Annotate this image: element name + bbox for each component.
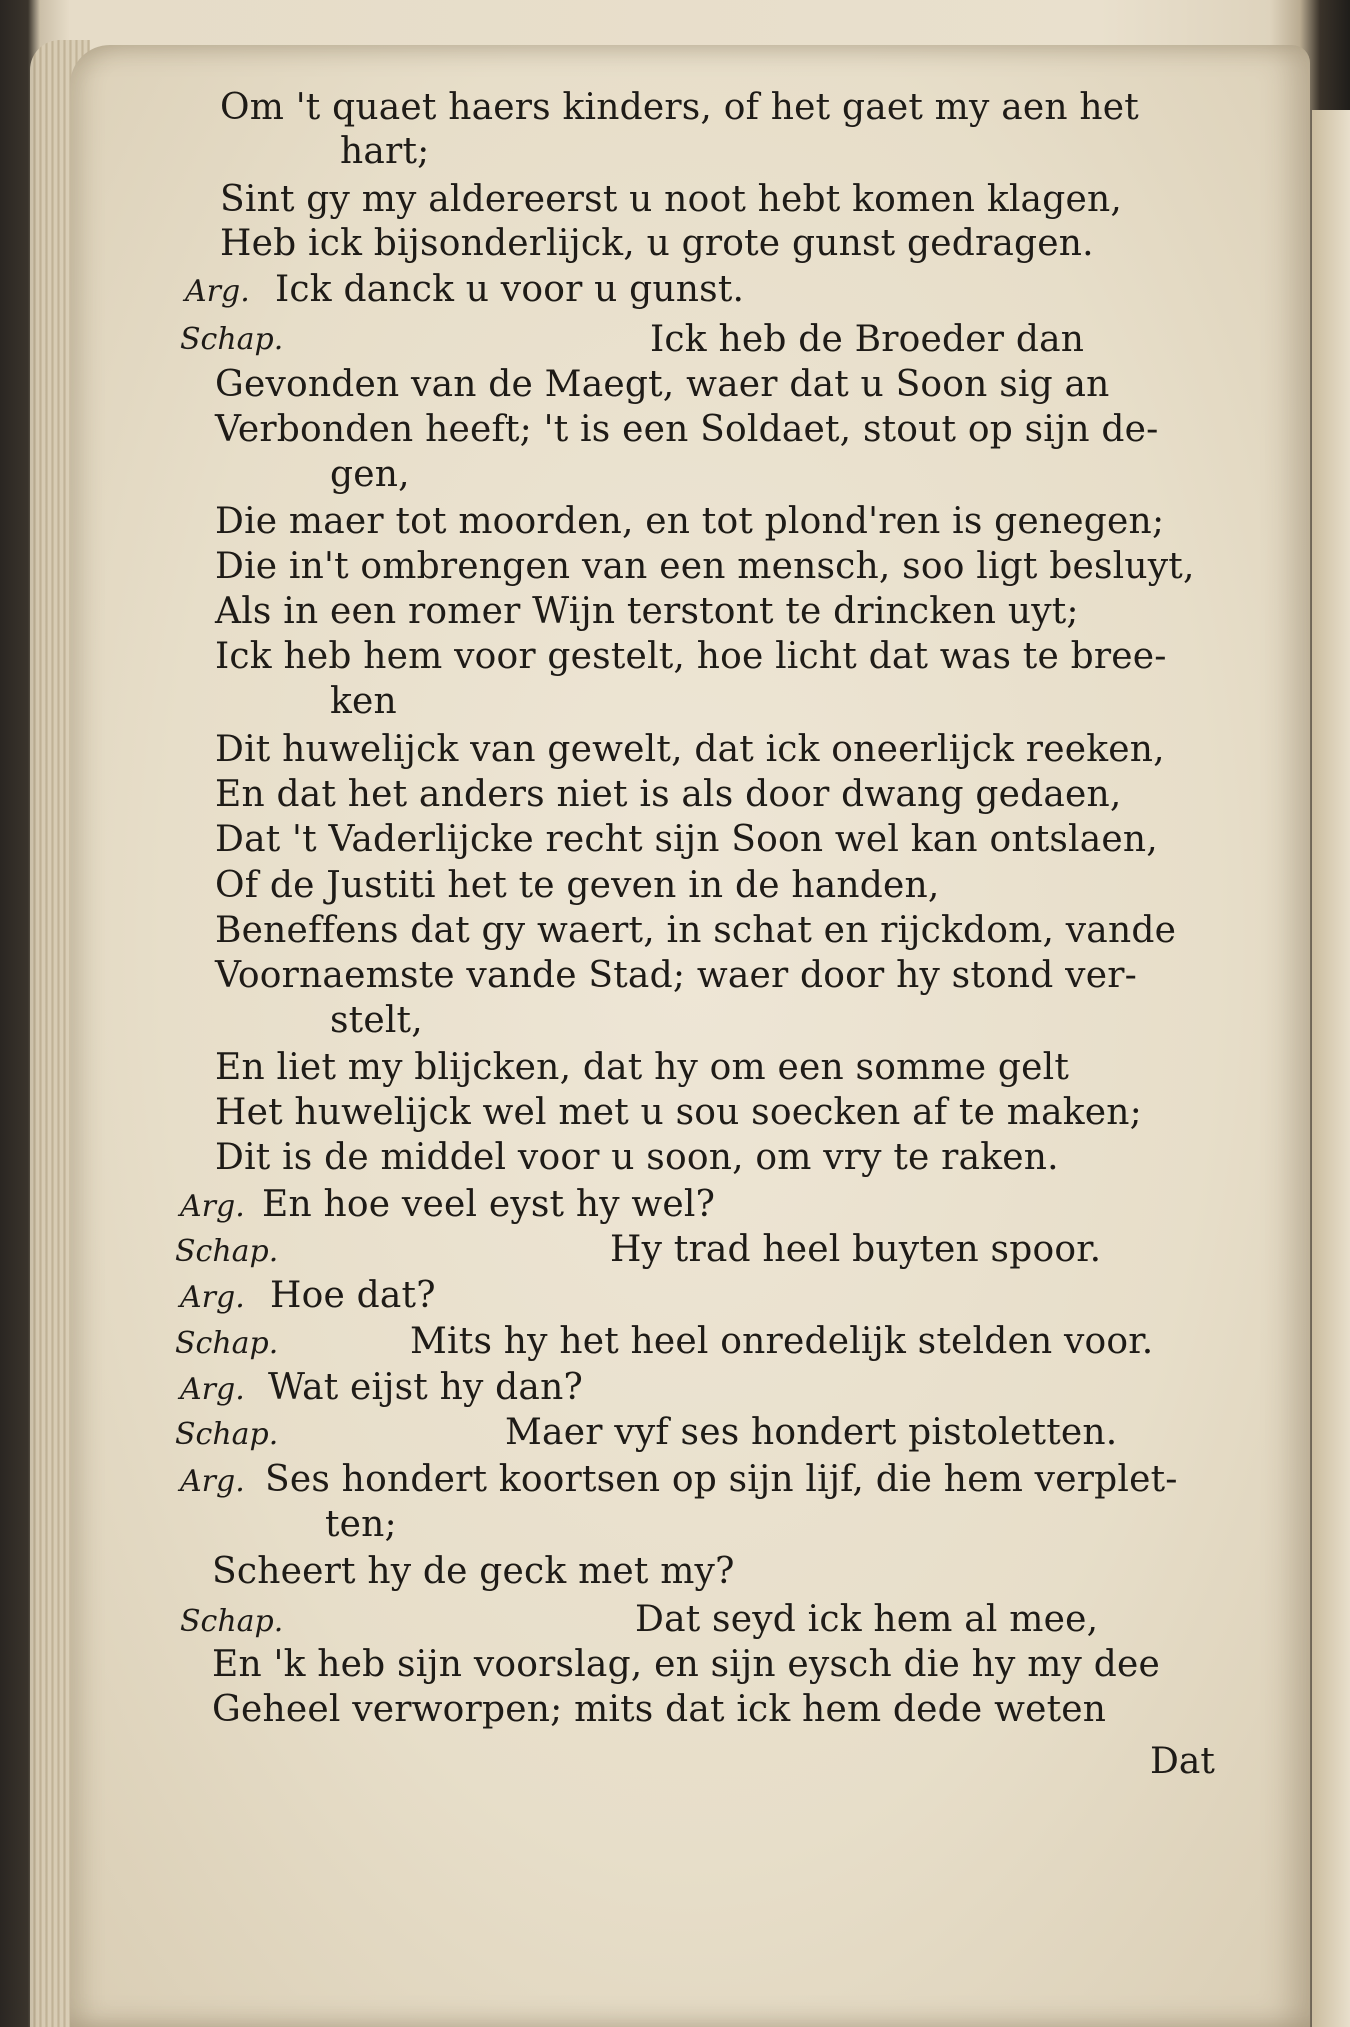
verse-line: hart; [340,131,430,172]
verse-line: Maer vyf ses hondert pistoletten. [505,1412,1118,1453]
verse-line: Dat seyd ick hem al mee, [635,1599,1099,1640]
verse-line: En hoe veel eyst hy wel? [262,1184,716,1225]
verse-line: Hoe dat? [270,1275,436,1316]
verse-line: Dit huwelijck van gewelt, dat ick oneerlijck reeken, [215,729,1165,770]
speaker-label: Schap. [175,1326,279,1361]
verse-line: Scheert hy de geck met my? [212,1551,735,1592]
verse-line: Wat eijst hy dan? [268,1367,583,1408]
verse-line: Ick heb hem voor gestelt, hoe licht dat was te bree- [215,636,1167,677]
speaker-label: Schap. [180,1604,284,1639]
verse-line: En dat het anders niet is als door dwang gedaen, [215,774,1122,815]
verse-line: Voornaemste vande Stad; waer door hy stond ver- [215,955,1137,996]
speaker-label: Arg. [180,1189,245,1224]
verse-line: Of de Justiti het te geven in de handen, [215,865,940,906]
verse-line: Gevonden van de Maegt, waer dat u Soon sig an [215,364,1110,405]
speaker-label: Schap. [175,1234,279,1269]
verse-line: Beneffens dat gy waert, in schat en rijckdom, vande [215,910,1177,951]
verse-line: Ick heb de Broeder dan [650,319,1085,360]
page-text [70,45,1310,2027]
verse-line: En liet my blijcken, dat hy om een somme gelt [215,1047,1070,1088]
speaker-label: Schap. [175,1417,279,1452]
verse-line: Dit is de middel voor u soon, om vry te raken. [215,1137,1059,1178]
facing-page-edge [1312,110,1350,2027]
verse-line: gen, [330,454,410,495]
verse-line: Die maer tot moorden, en tot plond'ren is genegen; [215,501,1165,542]
verse-line: Die in't ombrengen van een mensch, soo ligt besluyt, [215,546,1195,587]
verse-line: Het huwelijck wel met u sou soecken af te maken; [215,1092,1142,1133]
verse-line: Verbonden heeft; 't is een Soldaet, stout op sijn de- [215,409,1159,450]
verse-line: Dat 't Vaderlijcke recht sijn Soon wel kan ontslaen, [215,819,1158,860]
verse-line: stelt, [330,1000,423,1041]
verse-line: Mits hy het heel onredelijk stelden voor. [410,1321,1154,1362]
verse-line: Sint gy my aldereerst u noot hebt komen klagen, [220,179,1122,220]
speaker-label: Arg. [180,1464,245,1499]
book-page [70,45,1310,2027]
verse-line: ken [330,681,397,722]
catchword: Dat [1150,1741,1215,1782]
verse-line: Als in een romer Wijn terstont te drincken uyt; [215,591,1079,632]
verse-line: Geheel verworpen; mits dat ick hem dede weten [212,1689,1107,1730]
verse-line: Om 't quaet haers kinders, of het gaet my aen het [220,87,1139,128]
speaker-label: Schap. [180,322,284,357]
verse-line: Ses hondert koortsen op sijn lijf, die hem verplet- [265,1459,1178,1500]
verse-line: ten; [325,1504,397,1545]
verse-line: Heb ick bijsonderlijck, u grote gunst gedragen. [220,223,1094,264]
speaker-label: Arg. [180,1372,245,1407]
verse-line: Ick danck u voor u gunst. [275,269,745,310]
speaker-label: Arg. [180,1280,245,1315]
verse-line: Hy trad heel buyten spoor. [610,1229,1102,1270]
speaker-label: Arg. [185,274,250,309]
verse-line: En 'k heb sijn voorslag, en sijn eysch die hy my dee [212,1644,1160,1685]
